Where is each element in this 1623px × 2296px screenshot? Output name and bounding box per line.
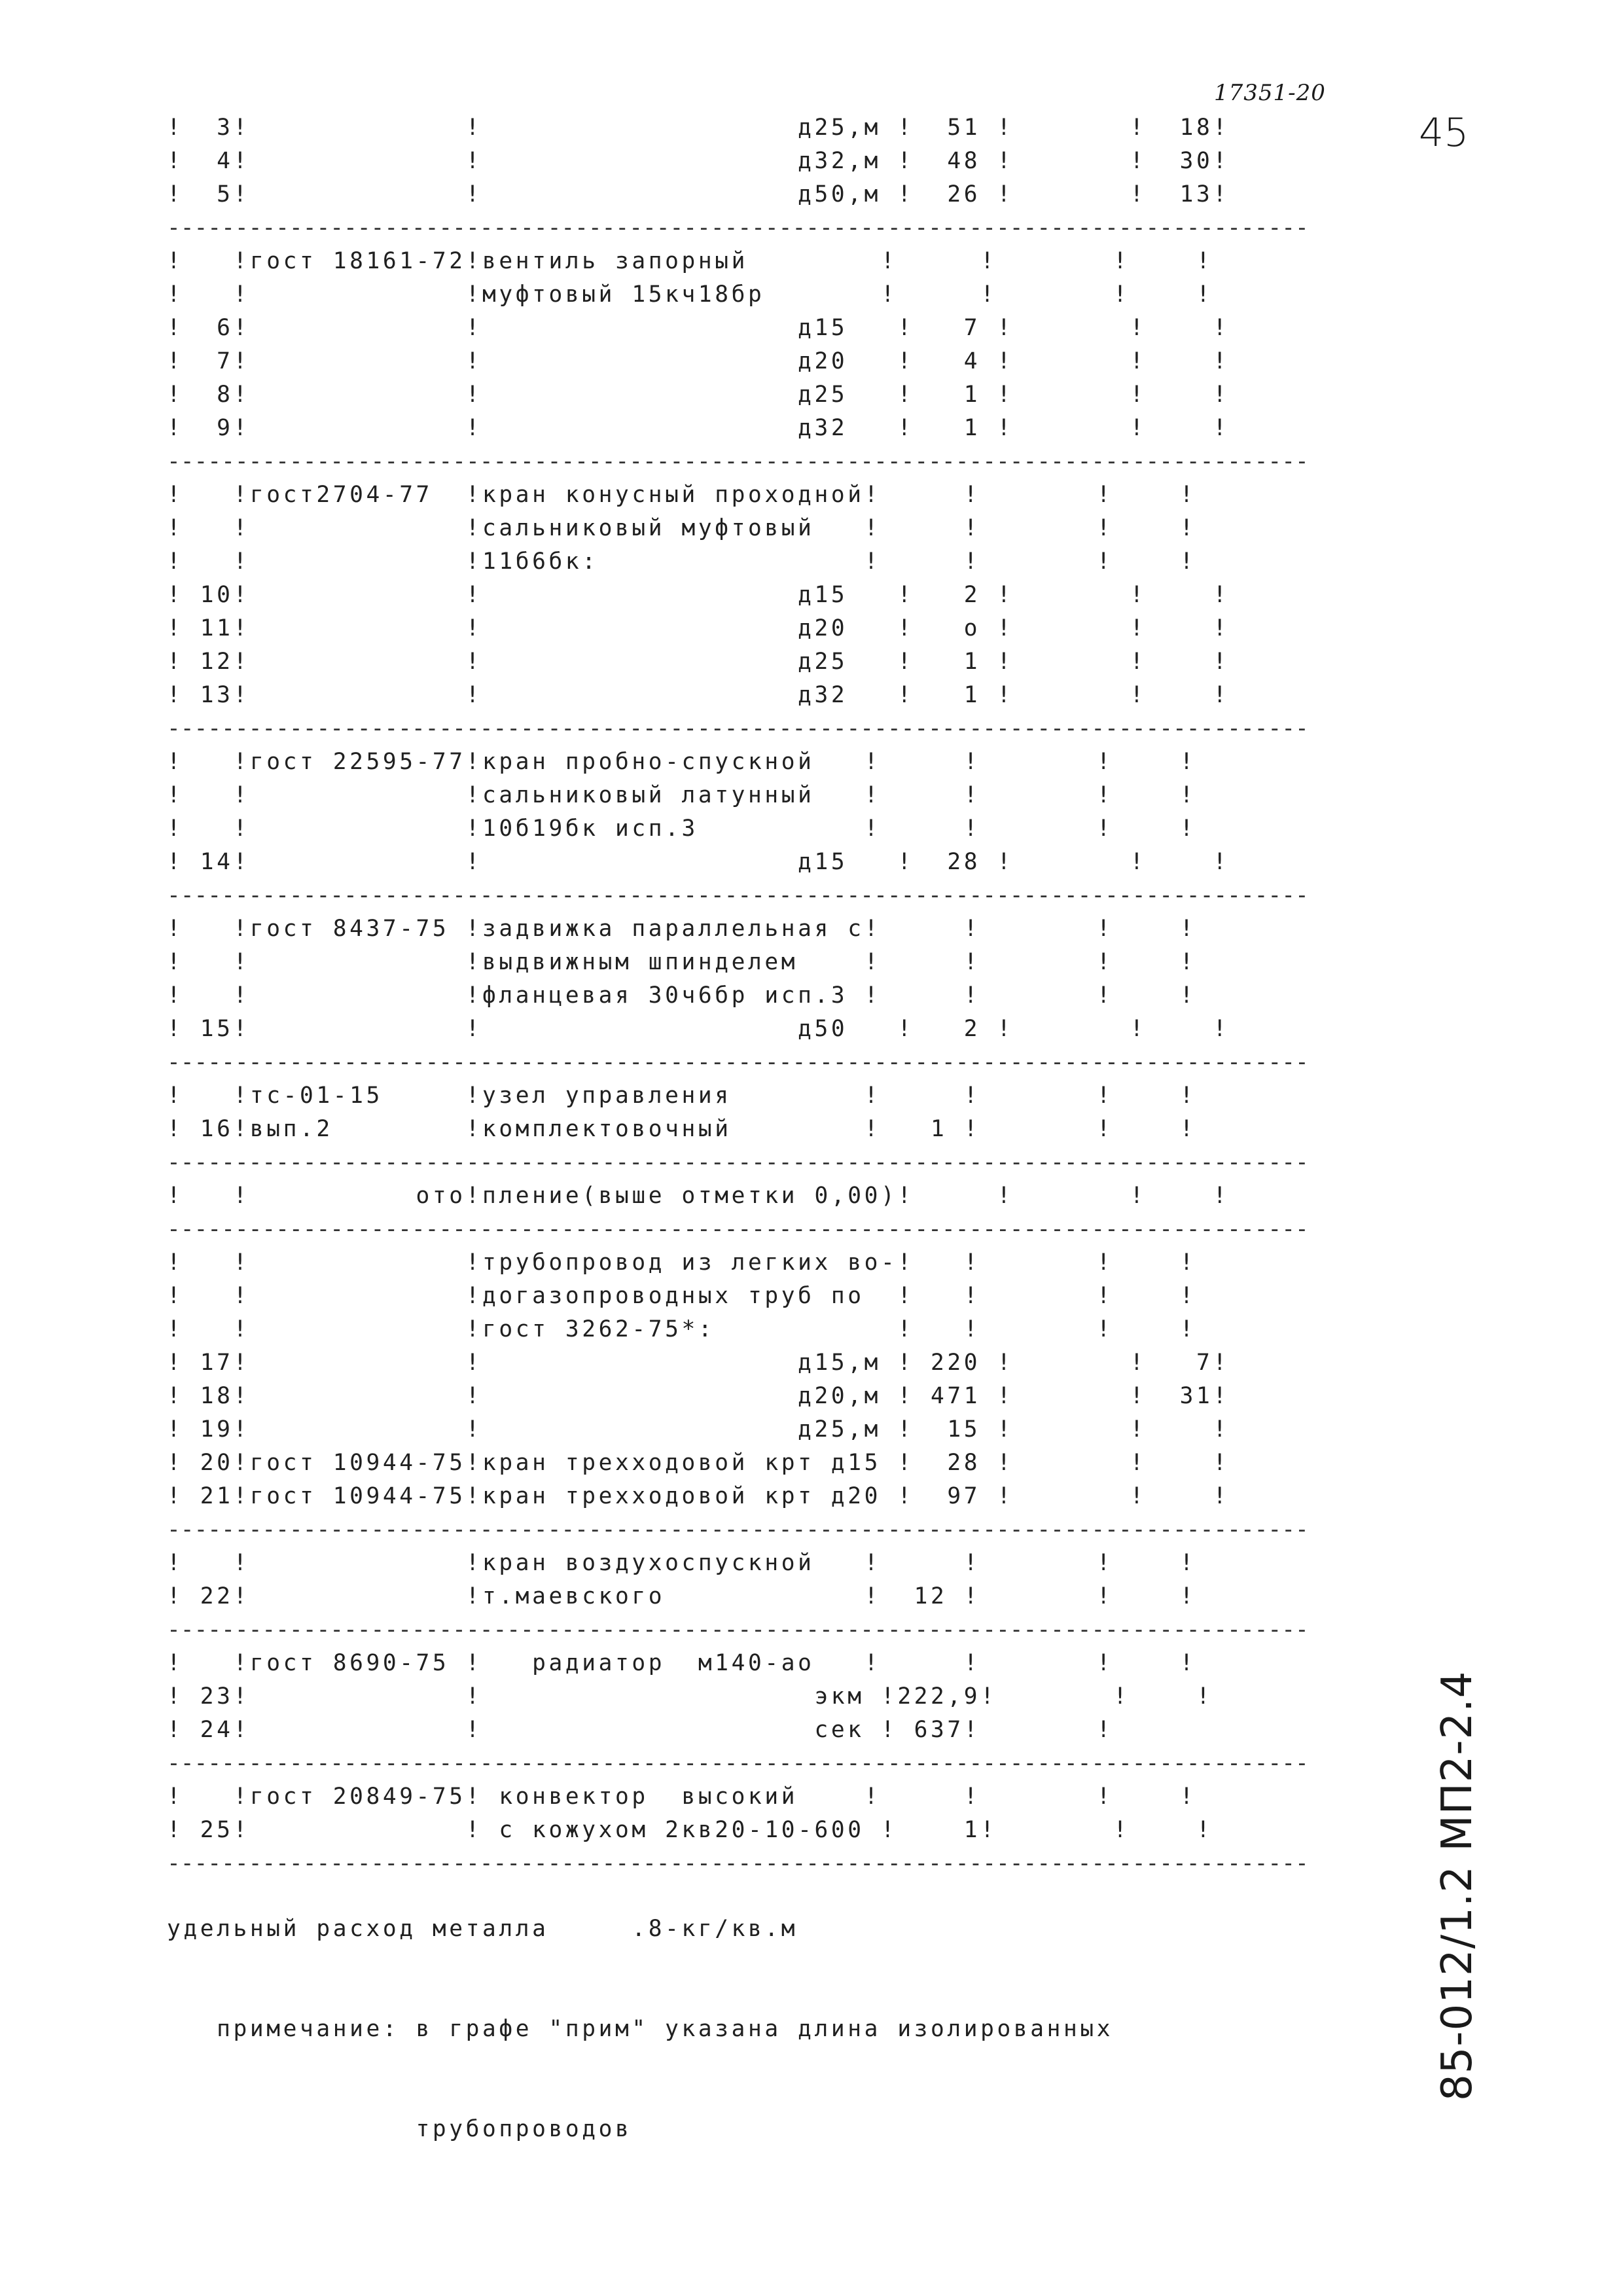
specification-table	[167, 111, 1410, 1880]
table-row: ! 16!вып.2 !комплектовочный ! 1 ! ! !	[167, 1116, 1196, 1142]
specification-footer	[167, 1846, 1113, 2213]
table-row: ! !гост 8690-75 ! радиатор м140-ао ! ! ! !	[167, 1650, 1196, 1676]
table-row: ! 10! ! д15 ! 2 ! ! !	[167, 582, 1230, 608]
table-row: ! 6! ! д15 ! 7 ! ! !	[167, 315, 1230, 341]
table-row: ! 11! ! д20 ! о ! ! !	[167, 615, 1230, 641]
table-row: ! !гост2704-77 !кран конусный проходной! ! ! !	[167, 482, 1196, 508]
table-row: ! ! !11б6бк: ! ! ! !	[167, 548, 1196, 575]
table-row: ! ! !фланцевая 30ч6бр исп.3 ! ! ! !	[167, 982, 1196, 1009]
table-row: ! !гост 20849-75! конвектор высокий ! ! ! !	[167, 1784, 1196, 1810]
table-row: ! ! !догазопроводных труб по ! ! ! !	[167, 1283, 1196, 1309]
table-row: ! 22! !т.маевского ! 12 ! ! !	[167, 1583, 1196, 1609]
table-row: ! ! !сальниковый латунный ! ! ! !	[167, 782, 1196, 808]
table-separator: ------------------------------------------------------------------------------------	[167, 1617, 1309, 1643]
table-separator: ------------------------------------------------------------------------------------	[167, 1750, 1309, 1776]
table-separator: ------------------------------------------------------------------------------------	[167, 1049, 1309, 1075]
table-separator: ------------------------------------------------------------------------------------	[167, 448, 1309, 475]
table-row: ! 14! ! д15 ! 28 ! ! !	[167, 849, 1230, 875]
table-row: ! !тс-01-15 !узел управления ! ! ! !	[167, 1083, 1196, 1109]
table-row: ! ! !10б19бк исп.3 ! ! ! !	[167, 816, 1196, 842]
table-separator: ------------------------------------------------------------------------------------	[167, 1216, 1309, 1242]
table-row: ! 9! ! д32 ! 1 ! ! !	[167, 415, 1230, 441]
table-row: ! !гост 18161-72!вентиль запорный ! ! ! !	[167, 248, 1213, 274]
table-row: ! ! !выдвижным шпинделем ! ! ! !	[167, 949, 1196, 975]
table-separator: ------------------------------------------------------------------------------------	[167, 1516, 1309, 1543]
table-row: ! ! !муфтовый 15кч18бр ! ! ! !	[167, 281, 1213, 308]
table-row: ! 13! ! д32 ! 1 ! ! !	[167, 682, 1230, 708]
table-separator: ------------------------------------------------------------------------------------	[167, 715, 1309, 742]
table-row: ! 23! ! экм !222,9! ! !	[167, 1683, 1213, 1710]
table-separator: ------------------------------------------------------------------------------------	[167, 1850, 1309, 1876]
table-row: ! ! !кран воздухоспускной ! ! ! !	[167, 1550, 1196, 1576]
table-row: ! !гост 8437-75 !задвижка параллельная с! ! ! !	[167, 916, 1196, 942]
table-row: ! 18! ! д20,м ! 471 ! ! 31!	[167, 1383, 1230, 1409]
table-row: ! 4! ! д32,м ! 48 ! ! 30!	[167, 148, 1230, 174]
table-row: ! 24! ! сек ! 637! !	[167, 1717, 1180, 1743]
table-row: ! !гост 22595-77!кран пробно-спускной ! ! ! !	[167, 749, 1196, 775]
handwritten-sheet-code: 85-012/1.2 МП2-2.4	[1433, 1670, 1482, 2101]
table-row: ! ! !сальниковый муфтовый ! ! ! !	[167, 515, 1196, 541]
handwritten-document-number: 17351-20	[1214, 80, 1326, 106]
table-row: ! ! !гост 3262-75*: ! ! ! !	[167, 1316, 1196, 1342]
table-row: ! 3! ! д25,м ! 51 ! ! 18!	[167, 115, 1230, 141]
table-row: ! 25! ! с кожухом 2кв20-10-600 ! 1! ! !	[167, 1817, 1213, 1843]
table-row: ! 17! ! д15,м ! 220 ! ! 7!	[167, 1350, 1230, 1376]
table-row: ! 5! ! д50,м ! 26 ! ! 13!	[167, 181, 1230, 207]
table-row: ! ! ото!пление(выше отметки 0,00)! ! ! !	[167, 1183, 1230, 1209]
table-row: ! 7! ! д20 ! 4 ! ! !	[167, 348, 1230, 374]
table-row: ! 12! ! д25 ! 1 ! ! !	[167, 649, 1230, 675]
table-row: ! 19! ! д25,м ! 15 ! ! !	[167, 1416, 1230, 1443]
table-separator: ------------------------------------------------------------------------------------	[167, 215, 1309, 241]
table-separator: ------------------------------------------------------------------------------------	[167, 882, 1309, 908]
table-row: ! ! !трубопровод из легких во-! ! ! !	[167, 1249, 1196, 1276]
table-row: ! 21!гост 10944-75!кран трехходовой крт д20 ! 97 ! ! !	[167, 1483, 1230, 1509]
table-separator: ------------------------------------------------------------------------------------	[167, 1149, 1309, 1175]
remark-line-2: трубопроводов	[167, 2116, 632, 2142]
handwritten-page-number: 45	[1419, 110, 1469, 156]
table-row: ! 8! ! д25 ! 1 ! ! !	[167, 382, 1230, 408]
remark-line-1: примечание: в графе "прим" указана длина изолированных	[167, 2016, 1114, 2042]
table-row: ! 15! ! д50 ! 2 ! ! !	[167, 1016, 1230, 1042]
metal-consumption-note: удельный расход металла .8-кг/кв.м	[167, 1916, 798, 1942]
table-row: ! 20!гост 10944-75!кран трехходовой крт д15 ! 28 ! ! !	[167, 1450, 1230, 1476]
